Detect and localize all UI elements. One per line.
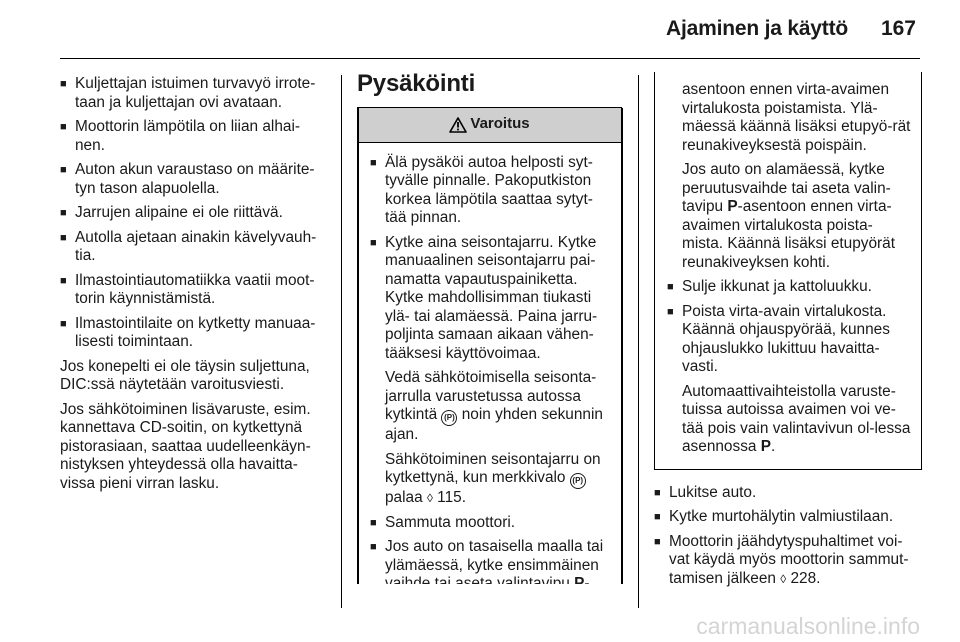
warning-body [358, 143, 621, 600]
warning-body-continued: asentoon ennen virta-avaimen virtalukosta poistamista. Ylä-mäessä käännä lisäksi etupyö-rät reunakiveyksestä poispäin. Jos auto on alamäessä, kytke peruutusvaihde tai aseta valin-tavipu P-asentoon ennen virta-avaimen virtalukosta poista-mista. Käännä lisäksi etupyörät reunakiveyksen kohti. ■ Sulje ikkunat ja kattoluukku. ■ Poista virta-avain virtalukosta. Käännä ohjauspyörää, kunnes ohjauslukko lukittuu havaitta-vasti. Automaattivaihteistolla varuste-tuissa autoissa avaimen voi ve-tää pois vain valintavivun ol-lessa asennossa P. [667, 81, 911, 455]
warning-box-continued [654, 72, 922, 470]
list-item: ■ Moottorin lämpötila on liian alhai-nen. [60, 118, 300, 154]
header-rule [60, 58, 920, 59]
column-middle [357, 72, 622, 601]
page-number: 167 [880, 17, 916, 40]
list-item: ■ Auton akun varaustaso on määrite-tyn tason alapuolella. [60, 161, 315, 197]
warning-box-right-edge [621, 108, 623, 584]
column-divider-right [638, 75, 639, 608]
list-item: ■ Kuljettajan istuimen turvavyö irrote-taan ja kuljettajan ovi avataan. [60, 75, 316, 111]
list-item: ■ Älä pysäköi autoa helposti syt-tyvälle pinnalle. Pakoputkiston korkea lämpötila saattaa sytyt-tää pinnan. [370, 153, 593, 226]
bullet-icon: ■ [370, 541, 377, 553]
list-item: ■ Kytke aina seisontajarru. Kytke manuaalinen seisontajarru pai-namatta vapautuspainiketta. Kytke mahdollisimman tiukasti ylä- tai alamäessä. Paina jarru-poljinta samaan aikaan vähen-tääksesi käyttövoimaa. Vedä sähkötoimisella seisonta-jarrulla varustetussa autossa kytkintä (P) noin yhden sekunnin ajan. Sähkötoiminen seisontajarru on kytkettynä, kun merkkivalo (P) palaa ◊ 115. [370, 233, 603, 506]
list-item: ■ Moottorin jäähdytyspuhaltimet voi-vat käydä myös moottorin sammut-tamisen jälkeen ◊ 228. [654, 532, 909, 587]
column-right [654, 72, 922, 594]
list-item: ■ Sulje ikkunat ja kattoluukku. [667, 278, 872, 295]
page-header [0, 0, 960, 60]
bullet-icon: ■ [60, 317, 67, 330]
box-bottom-mask [357, 584, 623, 608]
warning-title: Varoitus [470, 115, 530, 133]
list-item: ■ Autolla ajetaan ainakin kävelyvauh-tia. [60, 228, 317, 264]
parking-brake-icon: (P) [441, 410, 457, 426]
list-item: ■ Jos auto on tasaisella maalla tai ylämäessä, kytke ensimmäinen [370, 538, 604, 574]
condition-list [60, 75, 328, 352]
bullet-icon: ■ [60, 207, 67, 219]
warning-list-continued [667, 278, 911, 457]
bullet-icon: ■ [654, 486, 661, 499]
page-reference-link[interactable]: 115. [437, 489, 466, 506]
list-item: ■ Poista virta-avain virtalukosta. Käännä ohjauspyörää, kunnes ohjauslukko lukittuu havaitta-vasti. Automaattivaihteistolla varuste-tuissa autoissa avaimen voi ve-tää pois vain valintavivun ol-lessa asennossa P. [667, 302, 911, 455]
bullet-icon: ■ [667, 305, 674, 318]
parking-steps-list [654, 484, 922, 589]
parking-brake-warning-icon: (P) [570, 473, 586, 489]
bullet-icon: ■ [654, 535, 661, 548]
running-title: Ajaminen ja käyttö [666, 17, 848, 40]
column-divider-left [341, 75, 342, 608]
bullet-icon: ■ [60, 78, 67, 90]
list-item: ■ Kytke murtohälytin valmiustilaan. [654, 508, 894, 525]
section-title: Pysäköinti [357, 70, 476, 97]
watermark-text: carmanualsonline.info [696, 613, 920, 639]
bullet-icon: ■ [60, 231, 67, 244]
bullet-icon: ■ [667, 281, 674, 293]
page-reference-link[interactable]: 228. [790, 569, 821, 587]
bullet-icon: ■ [60, 121, 67, 133]
accessory-paragraph: Jos sähkötoiminen lisävaruste, esim. kannettava CD-soitin, on kytkettynä pistorasiaan, saattaa uudelleenkäyn-nistyksen yhteydessä olla havaitta-vissa pieni virran lasku. [60, 400, 311, 492]
column-left [60, 75, 328, 499]
list-item: ■ Ilmastointilaite on kytketty manuaa-lisesti toimintaan. [60, 314, 316, 350]
bullet-icon: ■ [370, 236, 377, 249]
list-item: ■ Lukitse auto. [654, 483, 757, 501]
bullet-icon: ■ [370, 156, 377, 169]
warning-list [370, 154, 611, 594]
bullet-icon: ■ [370, 516, 377, 529]
warning-box-left-edge [357, 108, 359, 584]
list-item: ■ Ilmastointiautomatiikka vaatii moot-torin käynnistämistä. [60, 271, 315, 307]
warning-box [357, 107, 622, 601]
hood-paragraph: Jos konepelti ei ole täysin suljettuna, DIC:ssä näytetään varoitusviesti. [60, 357, 310, 393]
list-item: ■ Jarrujen alipaine ei ole riittävä. [60, 204, 283, 221]
list-item: ■ Sammuta moottori. [370, 513, 516, 531]
cross-reference-icon: ◊ [426, 491, 433, 505]
cross-reference-icon: ◊ [780, 571, 787, 586]
bullet-icon: ■ [60, 164, 67, 176]
bullet-icon: ■ [654, 511, 661, 523]
warning-triangle-icon [449, 117, 467, 133]
bullet-icon: ■ [60, 274, 67, 287]
warning-header [358, 108, 621, 143]
